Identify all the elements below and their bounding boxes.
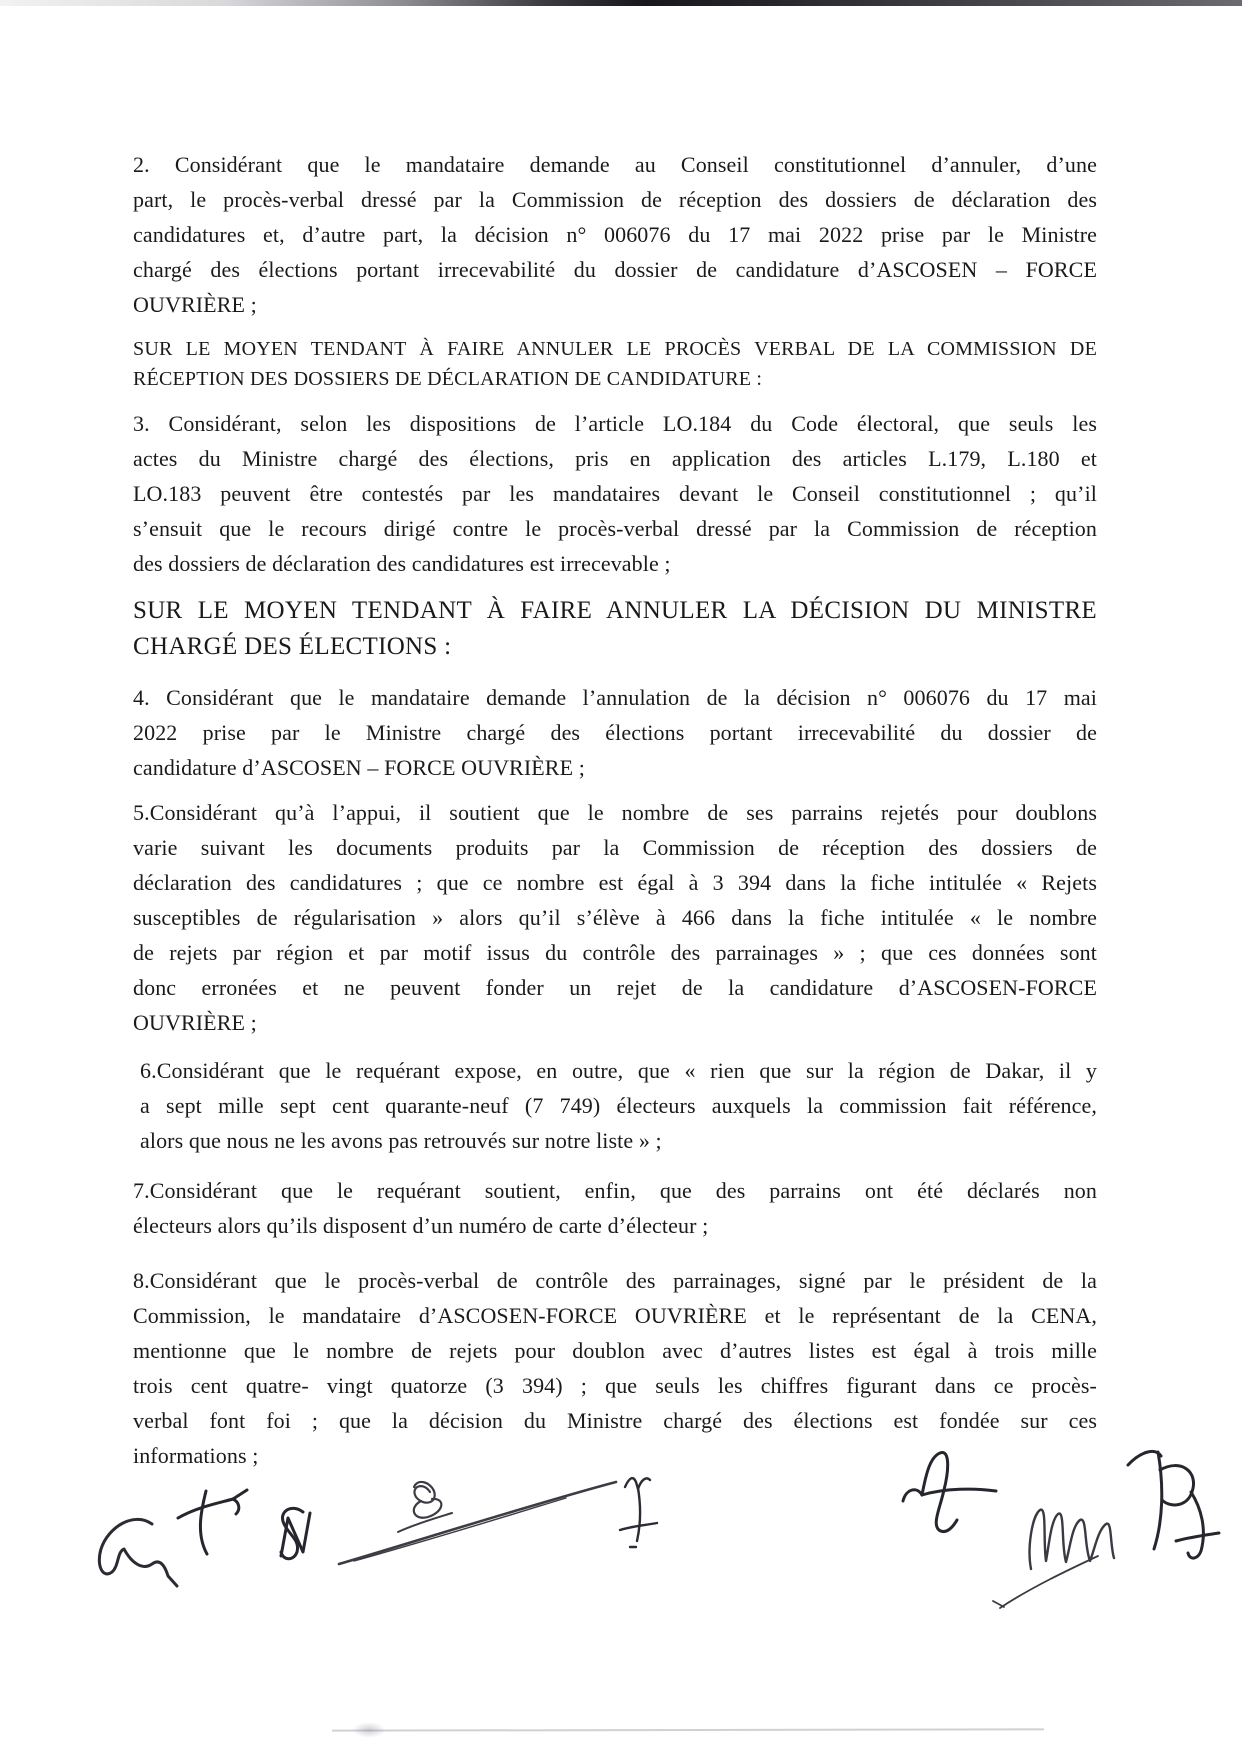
text-line: a sept mille sept cent quarante-neuf (7 749) électeurs auxquels la commission fait référence,: [140, 1093, 1097, 1118]
document-text: [133, 0, 1097, 1750]
text-line: SUR LE MOYEN TENDANT À FAIRE ANNULER LE PROCÈS VERBAL DE LA COMMISSION DE: [133, 338, 1097, 360]
text-line: CHARGÉ DES ÉLECTIONS :: [133, 633, 452, 660]
heading-proces-verbal: [133, 334, 1097, 394]
text-line: s’ensuit que le recours dirigé contre le procès-verbal dressé par la Commission de réception: [133, 516, 1097, 541]
text-line: 4. Considérant que le mandataire demande l’annulation de la décision n° 006076 du 17 mai: [133, 685, 1097, 710]
paragraph-2: [133, 147, 1097, 322]
text-line: 6.Considérant que le requérant expose, en outre, que « rien que sur la région de Dakar, il y: [140, 1058, 1097, 1083]
text-line: RÉCEPTION DES DOSSIERS DE DÉCLARATION DE CANDIDATURE :: [133, 368, 763, 390]
signature-paraph-8: [1128, 1451, 1219, 1558]
text-line: électeurs alors qu’ils disposent d’un numéro de carte d’électeur ;: [133, 1213, 709, 1238]
paragraph-5: [133, 795, 1097, 1040]
text-line: 5.Considérant qu’à l’appui, il soutient que le nombre de ses parrains rejetés pour doublons: [133, 800, 1097, 825]
text-line: 2022 prise par le Ministre chargé des élections portant irrecevabilité du dossier de: [133, 720, 1097, 745]
text-line: part, le procès-verbal dressé par la Commission de réception des dossiers de déclaration des: [133, 187, 1097, 212]
text-line: LO.183 peuvent être contestés par les mandataires devant le Conseil constitutionnel ; qu’il: [133, 481, 1097, 506]
text-line: OUVRIÈRE ;: [133, 1010, 257, 1035]
heading-decision-ministre: [133, 593, 1097, 665]
text-line: SUR LE MOYEN TENDANT À FAIRE ANNULER LA DÉCISION DU MINISTRE: [133, 597, 1097, 624]
text-line: de rejets par région et par motif issus du contrôle des parrainages » ; que ces données sont: [133, 940, 1097, 965]
text-line: mentionne que le nombre de rejets pour doublon avec d’autres listes est égal à trois mille: [133, 1338, 1097, 1363]
paragraph-8: [133, 1263, 1097, 1473]
text-line: 8.Considérant que le procès-verbal de contrôle des parrainages, signé par le président de la: [133, 1268, 1097, 1293]
text-line: 7.Considérant que le requérant soutient, enfin, que des parrains ont été déclarés non: [133, 1178, 1097, 1203]
text-line: des dossiers de déclaration des candidatures est irrecevable ;: [133, 551, 671, 576]
text-line: alors que nous ne les avons pas retrouvés sur notre liste » ;: [140, 1128, 662, 1153]
text-line: 2. Considérant que le mandataire demande au Conseil constitutionnel d’annuler, d’une: [133, 152, 1097, 177]
text-line: candidatures et, d’autre part, la décision n° 006076 du 17 mai 2022 prise par le Ministre: [133, 222, 1097, 247]
paragraph-4: [133, 680, 1097, 785]
text-line: 3. Considérant, selon les dispositions de l’article LO.184 du Code électoral, que seuls les: [133, 411, 1097, 436]
text-line: informations ;: [133, 1443, 259, 1468]
paragraph-6: [133, 1053, 1097, 1158]
paragraph-7: [133, 1173, 1097, 1243]
paragraph-3: [133, 406, 1097, 581]
text-line: actes du Ministre chargé des élections, pris en application des articles L.179, L.180 et: [133, 446, 1097, 471]
text-line: déclaration des candidatures ; que ce nombre est égal à 3 394 dans la fiche intitulée « Rejets: [133, 870, 1097, 895]
text-line: verbal font foi ; que la décision du Ministre chargé des élections est fondée sur ces: [133, 1408, 1097, 1433]
text-line: trois cent quatre- vingt quatorze (3 394) ; que seuls les chiffres figurant dans ce procès-: [133, 1373, 1097, 1398]
text-line: candidature d’ASCOSEN – FORCE OUVRIÈRE ;: [133, 755, 585, 780]
text-line: donc erronées et ne peuvent fonder un rejet de la candidature d’ASCOSEN-FORCE: [133, 975, 1097, 1000]
text-line: Commission, le mandataire d’ASCOSEN-FORCE OUVRIÈRE et le représentant de la CENA,: [133, 1303, 1097, 1328]
text-line: OUVRIÈRE ;: [133, 292, 257, 317]
text-line: chargé des élections portant irrecevabilité du dossier de candidature d’ASCOSEN – FORCE: [133, 257, 1097, 282]
text-line: varie suivant les documents produits par la Commission de réception des dossiers de: [133, 835, 1097, 860]
text-line: susceptibles de régularisation » alors qu’il s’élève à 466 dans la fiche intitulée « le nombre: [133, 905, 1097, 930]
